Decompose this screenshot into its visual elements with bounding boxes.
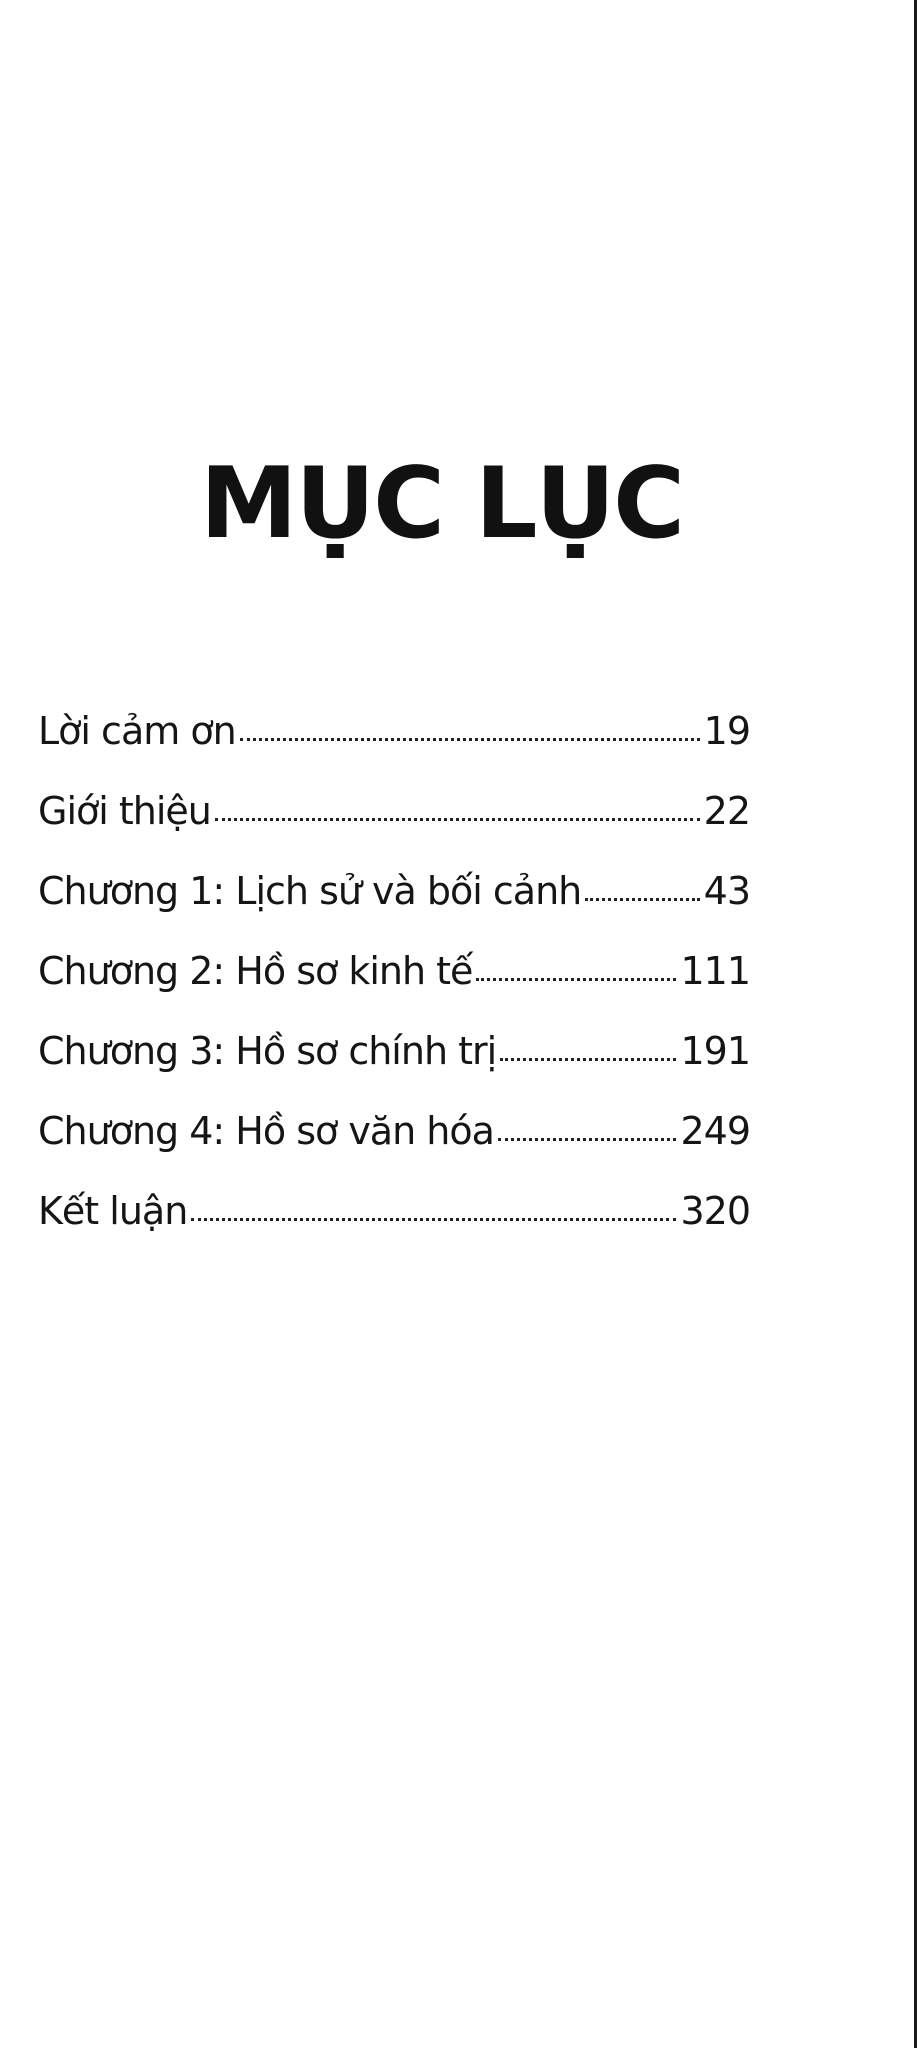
dot-leader (476, 978, 676, 981)
toc-entry-title: Giới thiệu (38, 789, 211, 833)
toc-entry-acknowledgements (38, 709, 750, 792)
toc-heading: MỤC LỤC (200, 447, 684, 561)
dot-leader (498, 1138, 677, 1141)
toc-entry-page-number: 111 (680, 949, 750, 993)
dot-leader (240, 738, 700, 741)
dot-leader (500, 1058, 676, 1061)
dot-leader (585, 898, 699, 901)
toc-entry-title: Chương 2: Hồ sơ kinh tế (38, 949, 473, 993)
toc-entry-title: Chương 1: Lịch sử và bối cảnh (38, 869, 582, 913)
toc-entry-page-number: 19 (703, 709, 750, 753)
toc-entry-chapter-3 (38, 1029, 750, 1112)
toc-entry-title: Kết luận (38, 1189, 188, 1233)
toc-entry-page-number: 191 (680, 1029, 750, 1073)
toc-entry-title: Chương 3: Hồ sơ chính trị (38, 1029, 497, 1073)
toc-entry-page-number: 43 (703, 869, 750, 913)
toc-entry-title: Lời cảm ơn (38, 709, 236, 753)
toc-entry-chapter-2 (38, 949, 750, 1032)
toc-entry-title: Chương 4: Hồ sơ văn hóa (38, 1109, 494, 1153)
table-of-contents (38, 709, 750, 1272)
toc-entry-page-number: 249 (680, 1109, 750, 1153)
toc-entry-chapter-4 (38, 1109, 750, 1192)
dot-leader (191, 1218, 676, 1221)
toc-entry-introduction (38, 789, 750, 872)
dot-leader (215, 818, 700, 821)
toc-entry-page-number: 22 (703, 789, 750, 833)
toc-entry-chapter-1 (38, 869, 750, 952)
toc-entry-conclusion (38, 1189, 750, 1272)
toc-entry-page-number: 320 (680, 1189, 750, 1233)
